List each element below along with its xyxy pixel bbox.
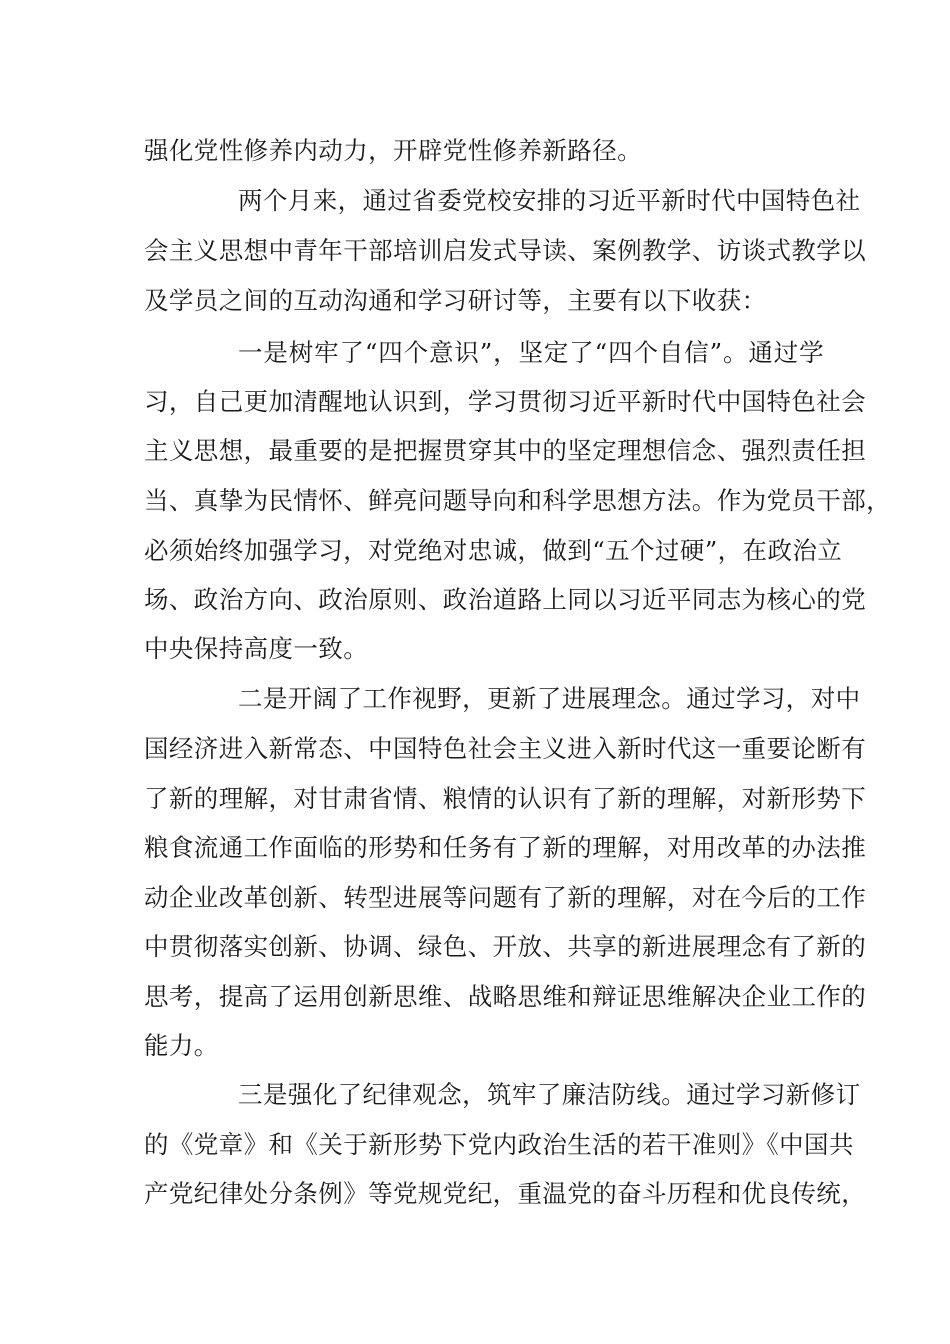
- text-line: 及学员之间的互动沟通和学习研讨等，主要有以下收获：: [144, 286, 767, 315]
- text-line: 中贯彻落实创新、协调、绿色、开放、共享的新进展理念有了新的: [144, 932, 867, 961]
- text-line: 产党纪律处分条例》等党规党纪，重温党的奋斗历程和优良传统，: [144, 1179, 867, 1208]
- text-line: 了新的理解，对甘肃省情、粮情的认识有了新的理解，对新形势下: [144, 784, 867, 813]
- text-line: 能力。: [144, 1031, 219, 1060]
- paragraph-start-line: 两个月来，通过省委党校安排的习近平新时代中国特色社: [238, 186, 861, 215]
- text-line: 粮食流通工作面临的形势和任务有了新的理解，对用改革的办法推: [144, 833, 867, 862]
- text-line: 中央保持高度一致。: [144, 634, 369, 663]
- text-line: 会主义思想中青年干部培训启发式导读、案例教学、访谈式教学以: [144, 236, 867, 265]
- paragraph-start-line: 三是强化了纪律观念，筑牢了廉洁防线。通过学习新修订: [238, 1080, 861, 1109]
- text-line: 习，自己更加清醒地认识到，学习贯彻习近平新时代中国特色社会: [144, 387, 867, 416]
- text-line: 思考，提高了运用创新思维、战略思维和辩证思维解决企业工作的: [144, 982, 867, 1011]
- text-line: 的《党章》和《关于新形势下党内政治生活的若干准则》《中国共: [144, 1130, 854, 1159]
- text-line: 国经济进入新常态、中国特色社会主义进入新时代这一重要论断有: [144, 734, 867, 763]
- text-line: 当、真挚为民情怀、鲜亮问题导向和科学思想方法。作为党员干部，: [144, 486, 891, 515]
- paragraph-start-line: 二是开阔了工作视野，更新了进展理念。通过学习，对中: [238, 684, 861, 713]
- text-line: 主义思想，最重要的是把握贯穿其中的坚定理想信念、强烈责任担: [144, 436, 867, 465]
- text-line: 场、政治方向、政治原则、政治道路上同以习近平同志为核心的党: [144, 585, 867, 614]
- text-line: 动企业改革创新、转型进展等问题有了新的理解，对在今后的工作: [144, 883, 867, 912]
- text-line: 必须始终加强学习，对党绝对忠诚，做到“五个过硬”，在政治立: [144, 536, 843, 565]
- paragraph-start-line: 一是树牢了“四个意识”，坚定了“四个自信”。通过学: [238, 338, 824, 367]
- text-line: 强化党性修养内动力，开辟党性修养新路径。: [144, 136, 642, 165]
